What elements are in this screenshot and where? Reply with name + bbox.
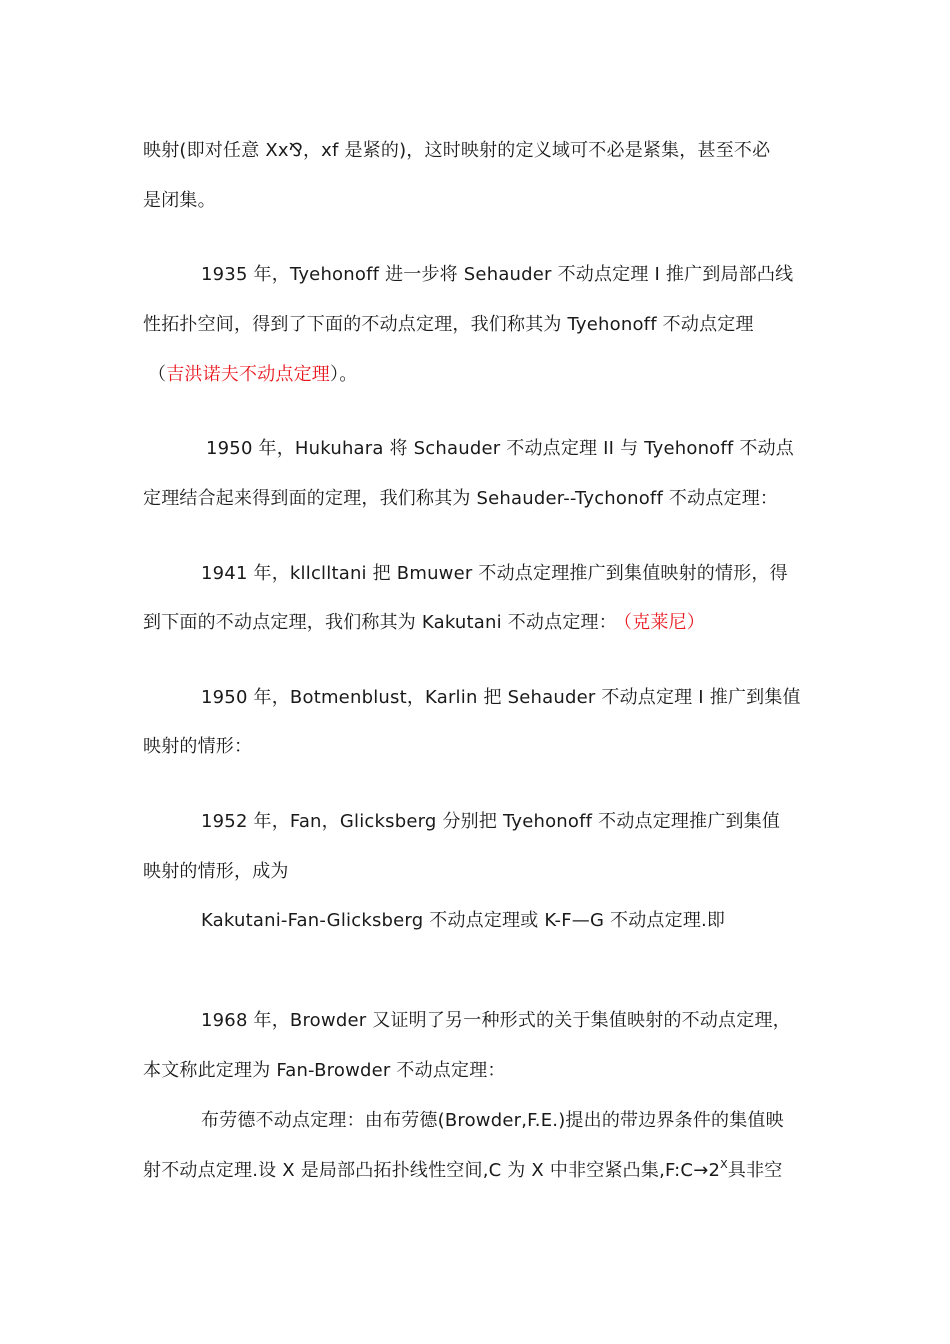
paragraph-1-line-2: 性拓扑空间，得到了下面的不动点定理，我们称其为 Tyehonoff 不动点定理 [143,314,754,335]
paragraph-6-line-1: 1968 年，Browder 又证明了另一种形式的关于集值映射的不动点定理， [201,1010,791,1031]
highlighted-name: （克莱尼） [622,612,705,633]
paragraph-5-line-3: Kakutani-Fan-Glicksberg 不动点定理或 K-F—G 不动点定理.即 [201,910,726,931]
paragraph-3-line-2-text: 到下面的不动点定理，我们称其为 Kakutani 不动点定理： [143,612,617,633]
paragraph-0-line-1: 映射(即对任意 Xx⅋，xf 是紧的)，这时映射的定义域可不必是紧集，甚至不必 [143,140,771,161]
paragraph-1-line-1: 1935 年，Tyehonoff 进一步将 Sehauder 不动点定理 I 推广到局部凸线 [201,264,794,285]
paragraph-2-line-2: 定理结合起来得到面的定理，我们称其为 Sehauder--Tychonoff 不动点定理： [143,488,779,509]
paragraph-5-line-1: 1952 年，Fan，Glicksberg 分别把 Tyehonoff 不动点定理推广到集值 [201,811,781,832]
paragraph-1-line-3 [148,362,357,388]
paragraph-5-line-2: 映射的情形，成为 [143,861,289,882]
paragraph-3-line-1: 1941 年，kllclltani 把 Bmuwer 不动点定理推广到集值映射的情形，得 [201,563,788,584]
paragraph-6-line-2: 本文称此定理为 Fan-Browder 不动点定理： [143,1060,506,1081]
paragraph-0-line-2: 是闭集。 [143,190,216,211]
paragraph-4-line-2: 映射的情形： [143,736,253,757]
paragraph-2-line-1: 1950 年，Hukuhara 将 Schauder 不动点定理 II 与 Tyehonoff 不动点 [206,438,794,459]
highlighted-theorem-name: 吉洪诺夫不动点定理 [166,364,331,385]
paragraph-4-line-1: 1950 年，Botmenblust，Karlin 把 Sehauder 不动点定理 I 推广到集值 [201,687,801,708]
paragraph-7-line-1: 布劳德不动点定理：由布劳德(Browder,F.E.)提出的带边界条件的集值映 [201,1110,784,1131]
superscript-x: X [720,1158,728,1171]
paragraph-7-line-2 [143,1158,782,1186]
open-paren: （ [148,364,167,385]
close-paren: ）。 [330,364,358,385]
paragraph-7-line-2-text: 射不动点定理.设 X 是局部凸拓扑线性空间,C 为 X 中非空紧凸集,F:C→2 [143,1160,721,1181]
paragraph-3-line-2 [143,610,705,636]
paragraph-7-line-2-tail: 具非空 [727,1160,783,1181]
